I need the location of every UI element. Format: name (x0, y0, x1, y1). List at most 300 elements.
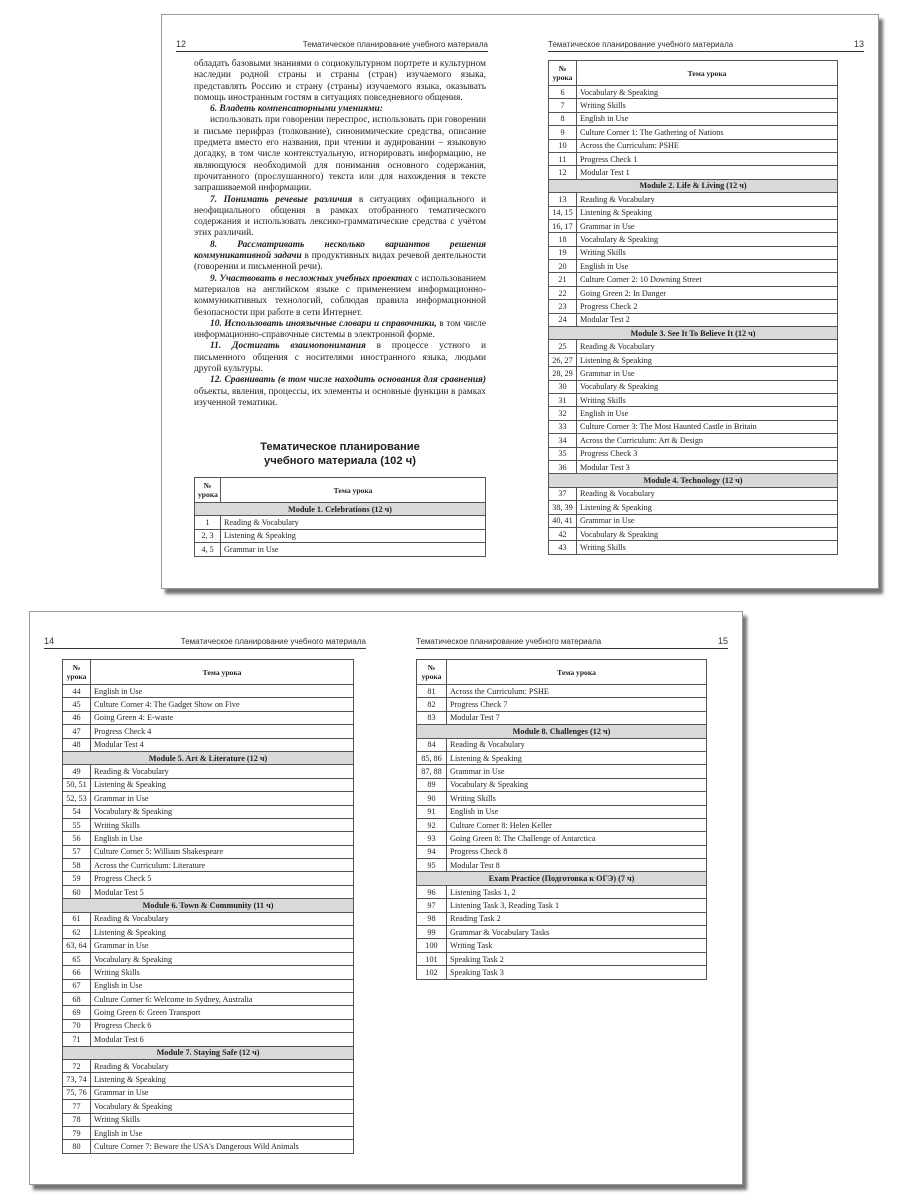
running-header: Тематическое планирование учебного материала (548, 40, 734, 49)
page-number: 12 (176, 39, 187, 49)
lesson-topic: Modular Test 2 (577, 313, 838, 326)
running-header: Тематическое планирование учебного материала (416, 637, 602, 646)
lesson-number: 10 (549, 139, 577, 152)
lesson-number: 25 (549, 340, 577, 353)
lesson-topic: Culture Corner 4: The Gadget Show on Five (91, 698, 354, 711)
module-title: Module 1. Celebrations (12 ч) (195, 503, 486, 516)
table-row (549, 300, 838, 313)
lesson-number: 75, 76 (63, 1086, 91, 1099)
module-header-row (549, 179, 838, 192)
module-title: Exam Practice (Подготовка к ОГЭ) (7 ч) (417, 872, 707, 885)
lesson-topic: Modular Test 8 (447, 859, 707, 872)
lesson-number: 101 (417, 952, 447, 965)
table-row (417, 792, 707, 805)
lesson-number: 24 (549, 313, 577, 326)
lesson-number: 13 (549, 193, 577, 206)
table-row (549, 420, 838, 433)
table-row (549, 260, 838, 273)
lesson-number: 60 (63, 885, 91, 898)
column-header-lesson-topic: Тема урока (221, 478, 486, 503)
lesson-topic: Listening & Speaking (221, 529, 486, 542)
lesson-topic: Vocabulary & Speaking (577, 380, 838, 393)
table-row (417, 885, 707, 898)
module-title: Module 6. Town & Community (11 ч) (63, 899, 354, 912)
lesson-topic: Reading & Vocabulary (577, 193, 838, 206)
lesson-topic: Grammar in Use (577, 367, 838, 380)
table-row (63, 926, 354, 939)
lesson-topic: Going Green 6: Green Transport (91, 1006, 354, 1019)
lesson-number: 35 (549, 447, 577, 460)
lesson-topic: Writing Skills (447, 792, 707, 805)
column-header-lesson-topic: Тема урока (447, 660, 707, 685)
lesson-topic: Modular Test 5 (91, 885, 354, 898)
lesson-topic: Grammar in Use (91, 939, 354, 952)
module-title: Module 3. See It To Believe It (12 ч) (549, 327, 838, 340)
table-row (549, 460, 838, 473)
lesson-topic: Writing Skills (91, 966, 354, 979)
lesson-plan-table (194, 477, 486, 557)
table-row (417, 698, 707, 711)
lesson-topic: English in Use (577, 407, 838, 420)
lesson-number: 62 (63, 926, 91, 939)
lesson-number: 9 (549, 126, 577, 139)
table-row (417, 939, 707, 952)
lesson-number: 98 (417, 912, 447, 925)
lesson-topic: Listening & Speaking (91, 926, 354, 939)
table-row (63, 778, 354, 791)
module-title: Module 4. Technology (12 ч) (549, 474, 838, 487)
lesson-topic: Progress Check 4 (91, 725, 354, 738)
table-row (549, 126, 838, 139)
paragraph-text: в продуктивных видах речевой деятельности (говорении и письменной речи). (194, 251, 486, 273)
table-row (549, 353, 838, 366)
lesson-number: 50, 51 (63, 778, 91, 791)
lesson-plan-table (416, 659, 707, 980)
lesson-topic: Vocabulary & Speaking (91, 952, 354, 965)
lesson-topic: Speaking Task 2 (447, 952, 707, 965)
lesson-topic: Listening & Speaking (91, 778, 354, 791)
table-row (63, 738, 354, 751)
paragraph-text: использовать при говорении переспрос, использовать при говорении и письме перифраз (толкование), синонимические средства, описание предмета вместо его названия, при чтении и аудировании – языковую догадку, в том числе контекстуальную, игнорировать информацию, не являющуюся необходимой для понимания основного содержания, прочитанного (прослушанного) текста или для нахождения в тексте запрашиваемой информации. (194, 115, 486, 194)
lesson-topic: Listening & Speaking (447, 751, 707, 764)
lesson-topic: Progress Check 7 (447, 698, 707, 711)
lesson-number: 65 (63, 952, 91, 965)
module-header-row (549, 327, 838, 340)
table-row (63, 1019, 354, 1032)
lesson-number: 45 (63, 698, 91, 711)
lesson-number: 96 (417, 885, 447, 898)
paragraph-text: в том числе информационно-справочные системы в электронной форме. (194, 318, 486, 341)
module-title: Module 8. Challenges (12 ч) (417, 725, 707, 738)
table-row (549, 286, 838, 299)
paragraph (194, 115, 486, 194)
page-header (548, 39, 864, 52)
lesson-number: 100 (417, 939, 447, 952)
lesson-topic: Modular Test 1 (577, 166, 838, 179)
table-row (549, 313, 838, 326)
table-row (417, 778, 707, 791)
table-row (63, 979, 354, 992)
lesson-number: 78 (63, 1113, 91, 1126)
lesson-number: 61 (63, 912, 91, 925)
paragraph-lead: 10. Использовать иноязычные словари и справочники, (210, 318, 437, 329)
lesson-number: 102 (417, 966, 447, 979)
table-row (549, 139, 838, 152)
lesson-topic: Going Green 2: In Danger (577, 286, 838, 299)
paragraph-text: в процессе устного и письменного общения с носителями иностранного языка, людьми другой культуры. (194, 341, 486, 375)
lesson-number: 67 (63, 979, 91, 992)
page-header (176, 39, 488, 52)
table-row (63, 685, 354, 698)
lesson-number: 46 (63, 711, 91, 724)
table-row (63, 845, 354, 858)
section-title-line-1: Тематическое планирование (260, 441, 420, 453)
lesson-topic: Reading & Vocabulary (221, 516, 486, 529)
lesson-number: 12 (549, 166, 577, 179)
module-header-row (63, 751, 354, 764)
lesson-number: 80 (63, 1140, 91, 1153)
table-row (417, 926, 707, 939)
table-row (63, 1073, 354, 1086)
table-row (63, 1126, 354, 1139)
lesson-topic: Vocabulary & Speaking (577, 86, 838, 99)
lesson-number: 97 (417, 899, 447, 912)
lesson-number: 84 (417, 738, 447, 751)
table-row (63, 1140, 354, 1153)
lesson-number: 23 (549, 300, 577, 313)
lesson-topic: Progress Check 8 (447, 845, 707, 858)
table-row (549, 233, 838, 246)
lesson-number: 7 (549, 99, 577, 112)
lesson-number: 48 (63, 738, 91, 751)
lesson-number: 1 (195, 516, 221, 529)
table-row (63, 792, 354, 805)
page-number: 15 (717, 636, 728, 646)
lesson-topic: Modular Test 3 (577, 460, 838, 473)
table-row (549, 487, 838, 500)
lesson-number: 42 (549, 527, 577, 540)
table-row (549, 99, 838, 112)
paragraph-text: объекты, явления, процессы, их элементы и основные функции в рамках изученной тематики. (194, 386, 486, 408)
lesson-topic: Reading Task 2 (447, 912, 707, 925)
lesson-number: 32 (549, 407, 577, 420)
lesson-number: 54 (63, 805, 91, 818)
column-header-lesson-number: № урока (417, 660, 447, 685)
table-row (549, 501, 838, 514)
lesson-topic: Vocabulary & Speaking (447, 778, 707, 791)
lesson-topic: Reading & Vocabulary (91, 1059, 354, 1072)
table-row (549, 246, 838, 259)
lesson-topic: Grammar in Use (577, 219, 838, 232)
lesson-number: 69 (63, 1006, 91, 1019)
lesson-topic: Writing Skills (577, 541, 838, 554)
paragraph (194, 274, 486, 319)
table-row (417, 912, 707, 925)
lesson-topic: Progress Check 3 (577, 447, 838, 460)
lesson-number: 87, 88 (417, 765, 447, 778)
lesson-number: 43 (549, 541, 577, 554)
lesson-topic: Going Green 4: E-waste (91, 711, 354, 724)
lesson-topic: Grammar in Use (91, 792, 354, 805)
lesson-topic: Listening Tasks 1, 2 (447, 885, 707, 898)
lesson-topic: Writing Skills (577, 246, 838, 259)
table-row (63, 952, 354, 965)
paragraph (194, 319, 486, 342)
lesson-topic: Culture Corner 6: Welcome to Sydney, Australia (91, 992, 354, 1005)
lesson-number: 68 (63, 992, 91, 1005)
lesson-topic: Across the Curriculum: PSHE (447, 685, 707, 698)
lesson-number: 77 (63, 1100, 91, 1113)
module-header-row (417, 725, 707, 738)
lesson-number: 33 (549, 420, 577, 433)
paragraph-lead: 7. Понимать речевые различия (210, 194, 353, 205)
lesson-number: 44 (63, 685, 91, 698)
table-row (63, 859, 354, 872)
lesson-number: 52, 53 (63, 792, 91, 805)
table-row (417, 845, 707, 858)
lesson-number: 57 (63, 845, 91, 858)
table-row (63, 966, 354, 979)
lesson-number: 26, 27 (549, 353, 577, 366)
lesson-number: 55 (63, 818, 91, 831)
lesson-number: 19 (549, 246, 577, 259)
paragraph (194, 240, 486, 274)
lesson-plan-table (548, 60, 838, 555)
lesson-topic: Progress Check 5 (91, 872, 354, 885)
lesson-number: 36 (549, 460, 577, 473)
lesson-topic: Vocabulary & Speaking (91, 1100, 354, 1113)
spread-pages-12-13 (161, 14, 879, 589)
lesson-number: 28, 29 (549, 367, 577, 380)
paragraph (194, 341, 486, 375)
table-row (417, 765, 707, 778)
lesson-number: 63, 64 (63, 939, 91, 952)
lesson-number: 34 (549, 434, 577, 447)
lesson-number: 38, 39 (549, 501, 577, 514)
lesson-topic: Grammar in Use (577, 514, 838, 527)
lesson-number: 11 (549, 152, 577, 165)
paragraph (194, 195, 486, 240)
paragraph (194, 375, 486, 409)
lesson-topic: Culture Corner 8: Helen Keller (447, 818, 707, 831)
lesson-number: 37 (549, 487, 577, 500)
page-header (44, 636, 366, 649)
lesson-topic: English in Use (91, 979, 354, 992)
lesson-topic: Vocabulary & Speaking (577, 233, 838, 246)
column-header-lesson-topic: Тема урока (577, 61, 838, 86)
table-row (195, 529, 486, 542)
page-13 (534, 15, 878, 588)
table-row (63, 818, 354, 831)
lesson-number: 73, 74 (63, 1073, 91, 1086)
page-header (416, 636, 728, 649)
table-row (63, 1033, 354, 1046)
table-row (63, 992, 354, 1005)
lesson-number: 40, 41 (549, 514, 577, 527)
module-header-row (63, 1046, 354, 1059)
table-row (63, 725, 354, 738)
paragraph-lead: 6. Владеть компенсаторными умениями: (210, 104, 383, 115)
lesson-topic: Reading & Vocabulary (91, 912, 354, 925)
section-title-line-2: учебного материала (102 ч) (264, 455, 416, 467)
body-text (194, 59, 486, 409)
lesson-topic: Progress Check 6 (91, 1019, 354, 1032)
table-row (549, 527, 838, 540)
table-row (549, 367, 838, 380)
table-row (63, 939, 354, 952)
table-row (549, 273, 838, 286)
lesson-topic: Across the Curriculum: Art & Design (577, 434, 838, 447)
lesson-number: 82 (417, 698, 447, 711)
table-row (417, 832, 707, 845)
page-14 (30, 612, 380, 1184)
table-row (417, 952, 707, 965)
page-15 (402, 612, 742, 1184)
module-header-row (195, 503, 486, 516)
table-row (63, 912, 354, 925)
table-row (63, 872, 354, 885)
lesson-number: 47 (63, 725, 91, 738)
table-row (63, 885, 354, 898)
lesson-number: 22 (549, 286, 577, 299)
table-row (549, 193, 838, 206)
paragraph-lead: 9. Участвовать в несложных учебных проектах (210, 273, 413, 284)
lesson-topic: English in Use (91, 1126, 354, 1139)
lesson-topic: Listening Task 3, Reading Task 1 (447, 899, 707, 912)
lesson-topic: Culture Corner 1: The Gathering of Nations (577, 126, 838, 139)
lesson-number: 18 (549, 233, 577, 246)
table-row (195, 543, 486, 556)
table-row (549, 393, 838, 406)
lesson-number: 8 (549, 112, 577, 125)
table-row (549, 152, 838, 165)
section-title (194, 440, 486, 468)
lesson-number: 81 (417, 685, 447, 698)
module-title: Module 2. Life & Living (12 ч) (549, 179, 838, 192)
table-row (417, 899, 707, 912)
table-row (417, 859, 707, 872)
table-row (63, 1086, 354, 1099)
lesson-topic: Grammar in Use (91, 1086, 354, 1099)
table-row (549, 514, 838, 527)
lesson-topic: Listening & Speaking (577, 353, 838, 366)
page-number: 13 (853, 39, 864, 49)
table-row (417, 711, 707, 724)
lesson-topic: Modular Test 4 (91, 738, 354, 751)
lesson-topic: Reading & Vocabulary (577, 487, 838, 500)
table-row (63, 765, 354, 778)
lesson-topic: Grammar in Use (221, 543, 486, 556)
running-header: Тематическое планирование учебного материала (302, 40, 488, 49)
paragraph-lead: 12. Сравнивать (в том числе находить основания для сравнения) (210, 375, 486, 386)
lesson-number: 85, 86 (417, 751, 447, 764)
lesson-topic: Modular Test 6 (91, 1033, 354, 1046)
lesson-number: 20 (549, 260, 577, 273)
lesson-number: 16, 17 (549, 219, 577, 232)
module-header-row (417, 872, 707, 885)
column-header-lesson-number: № урока (549, 61, 577, 86)
lesson-topic: Reading & Vocabulary (447, 738, 707, 751)
table-row (549, 340, 838, 353)
lesson-topic: Writing Task (447, 939, 707, 952)
lesson-topic: Culture Corner 3: The Most Haunted Castle in Britain (577, 420, 838, 433)
lesson-topic: Writing Skills (577, 393, 838, 406)
lesson-topic: English in Use (447, 805, 707, 818)
lesson-topic: Culture Corner 5: William Shakespeare (91, 845, 354, 858)
module-title: Module 7. Staying Safe (12 ч) (63, 1046, 354, 1059)
page-12 (162, 15, 502, 588)
lesson-number: 83 (417, 711, 447, 724)
table-row (417, 738, 707, 751)
lesson-topic: Grammar in Use (447, 765, 707, 778)
table-row (417, 685, 707, 698)
table-row (549, 434, 838, 447)
table-row (195, 516, 486, 529)
lesson-topic: Vocabulary & Speaking (91, 805, 354, 818)
table-row (549, 219, 838, 232)
lesson-number: 89 (417, 778, 447, 791)
lesson-number: 91 (417, 805, 447, 818)
table-row (417, 805, 707, 818)
table-row (549, 447, 838, 460)
module-header-row (549, 474, 838, 487)
table-row (417, 818, 707, 831)
lesson-number: 93 (417, 832, 447, 845)
lesson-topic: Listening & Speaking (577, 501, 838, 514)
table-row (63, 1006, 354, 1019)
lesson-topic: Listening & Speaking (577, 206, 838, 219)
lesson-topic: Culture Corner 7: Beware the USA's Dangerous Wild Animals (91, 1140, 354, 1153)
paragraph-lead: 8. Рассматривать несколько вариантов решения коммуникативной задачи (194, 239, 486, 262)
lesson-topic: Culture Corner 2: 10 Downing Street (577, 273, 838, 286)
lesson-number: 72 (63, 1059, 91, 1072)
table-row (63, 805, 354, 818)
lesson-number: 6 (549, 86, 577, 99)
lesson-topic: English in Use (577, 112, 838, 125)
lesson-topic: Reading & Vocabulary (577, 340, 838, 353)
table-row (63, 1100, 354, 1113)
paragraph-text: обладать базовыми знаниями о социокультурном портрете и культурном наследии родной страны и страны (стран) изучаемого языка, представлять Россию и страну (страны) изучаемого языка, оказывать помощь иностранным гостям в ситуациях повседневного общения. (194, 59, 486, 103)
lesson-topic: Progress Check 2 (577, 300, 838, 313)
table-row (549, 407, 838, 420)
column-header-lesson-number: № урока (195, 478, 221, 503)
lesson-number: 71 (63, 1033, 91, 1046)
table-row (63, 1059, 354, 1072)
lesson-topic: Across the Curriculum: Literature (91, 859, 354, 872)
table-row (417, 966, 707, 979)
running-header: Тематическое планирование учебного материала (180, 637, 366, 646)
table-row (63, 1113, 354, 1126)
paragraph (194, 104, 486, 115)
page-number: 14 (44, 636, 55, 646)
lesson-plan-table (62, 659, 354, 1154)
table-row (417, 751, 707, 764)
lesson-number: 2, 3 (195, 529, 221, 542)
paragraph-text: с использованием материалов на английском языке с применением информационно-коммуникативных технологий, соблюдая правила информационной безопасности при работе в сети Интернет. (194, 273, 486, 318)
lesson-number: 59 (63, 872, 91, 885)
table-row (549, 86, 838, 99)
lesson-topic: Progress Check 1 (577, 152, 838, 165)
lesson-topic: Listening & Speaking (91, 1073, 354, 1086)
table-row (63, 832, 354, 845)
lesson-topic: Across the Curriculum: PSHE (577, 139, 838, 152)
lesson-number: 21 (549, 273, 577, 286)
lesson-number: 70 (63, 1019, 91, 1032)
column-header-lesson-number: № урока (63, 660, 91, 685)
lesson-topic: Writing Skills (91, 818, 354, 831)
lesson-topic: Vocabulary & Speaking (577, 527, 838, 540)
lesson-number: 30 (549, 380, 577, 393)
